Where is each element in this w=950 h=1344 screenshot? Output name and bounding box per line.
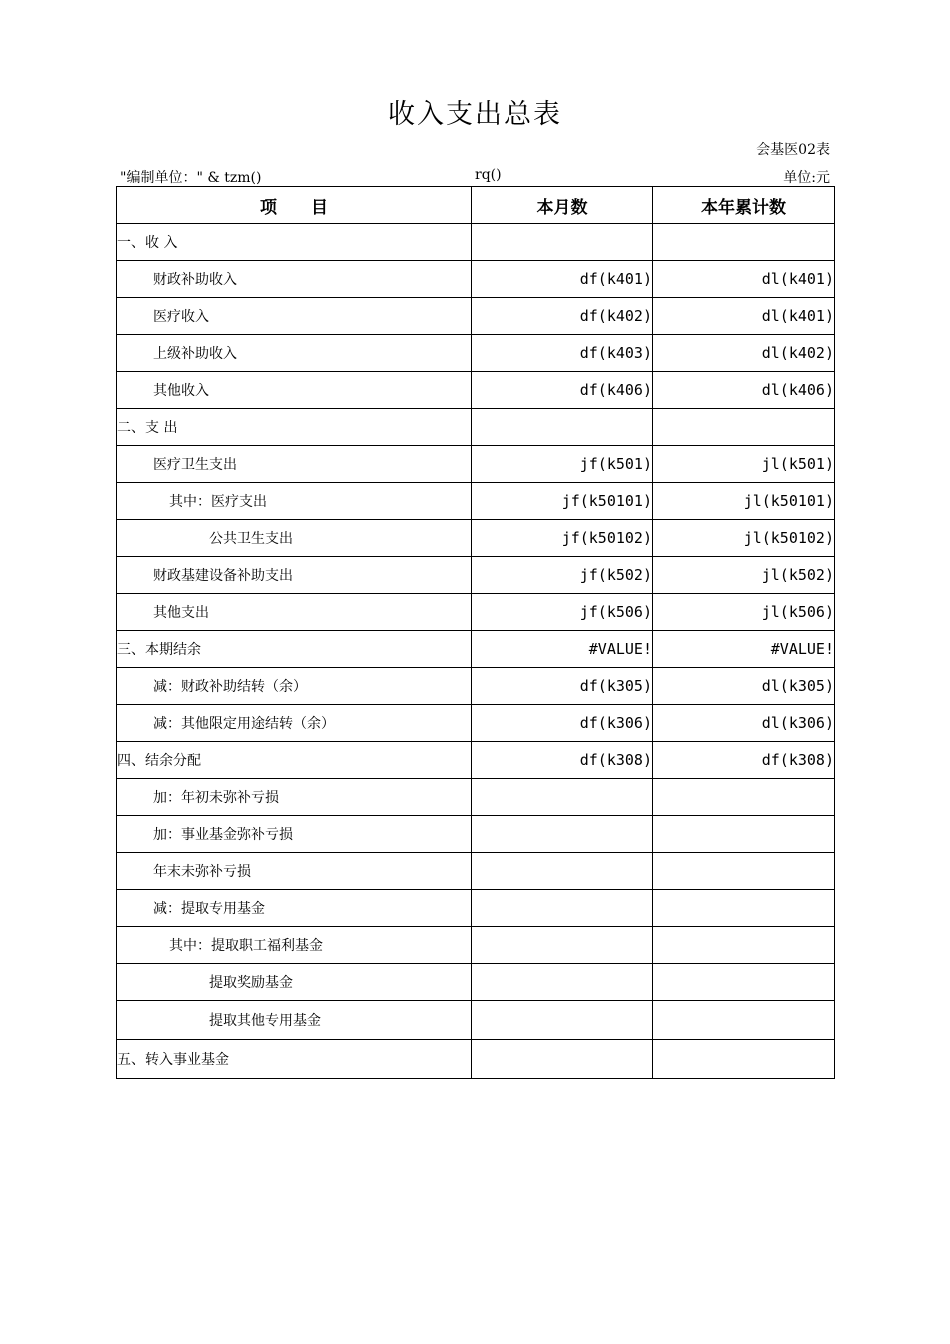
table-row (117, 335, 835, 372)
month-value[interactable]: df(k406) (472, 372, 653, 409)
row-label[interactable]: 上级补助收入 (117, 335, 472, 372)
year-value[interactable]: jl(k502) (653, 557, 835, 594)
table-row (117, 446, 835, 483)
month-value[interactable] (472, 853, 653, 890)
month-value[interactable] (472, 224, 653, 261)
month-value[interactable]: jf(k506) (472, 594, 653, 631)
year-value[interactable]: dl(k402) (653, 335, 835, 372)
year-value[interactable]: jl(k50101) (653, 483, 835, 520)
row-label[interactable]: 医疗卫生支出 (117, 446, 472, 483)
year-value[interactable]: jl(k501) (653, 446, 835, 483)
year-value[interactable] (653, 1001, 835, 1040)
year-value[interactable]: dl(k401) (653, 261, 835, 298)
table-row (117, 557, 835, 594)
month-value[interactable]: df(k308) (472, 742, 653, 779)
table-row (117, 816, 835, 853)
year-value[interactable] (653, 409, 835, 446)
row-label[interactable]: 加：事业基金弥补亏损 (117, 816, 472, 853)
year-value[interactable] (653, 964, 835, 1001)
date-formula: rq() (475, 167, 502, 183)
month-value[interactable]: df(k305) (472, 668, 653, 705)
row-label[interactable]: 提取奖励基金 (117, 964, 472, 1001)
year-value[interactable] (653, 853, 835, 890)
row-label[interactable]: 其他收入 (117, 372, 472, 409)
year-value[interactable] (653, 816, 835, 853)
month-value[interactable]: df(k401) (472, 261, 653, 298)
table-row (117, 631, 835, 668)
row-label[interactable]: 减：提取专用基金 (117, 890, 472, 927)
table-row (117, 372, 835, 409)
compiling-unit-formula: "编制单位：" & tzm() (120, 170, 262, 186)
month-value[interactable]: #VALUE! (472, 631, 653, 668)
month-value[interactable]: jf(k50102) (472, 520, 653, 557)
year-value[interactable] (653, 890, 835, 927)
table-row (117, 890, 835, 927)
row-label[interactable]: 其中：医疗支出 (117, 483, 472, 520)
month-value[interactable] (472, 964, 653, 1001)
table-row (117, 483, 835, 520)
table-row (117, 261, 835, 298)
year-value[interactable]: jl(k506) (653, 594, 835, 631)
month-value[interactable] (472, 779, 653, 816)
column-header-year-to-date: 本年累计数 (653, 187, 835, 224)
table-row (117, 853, 835, 890)
month-value[interactable] (472, 927, 653, 964)
table-row (117, 1040, 835, 1079)
table-row (117, 668, 835, 705)
row-label[interactable]: 医疗收入 (117, 298, 472, 335)
month-value[interactable]: df(k403) (472, 335, 653, 372)
month-value[interactable] (472, 409, 653, 446)
year-value[interactable]: dl(k306) (653, 705, 835, 742)
month-value[interactable] (472, 890, 653, 927)
year-value[interactable] (653, 1040, 835, 1079)
year-value[interactable]: dl(k406) (653, 372, 835, 409)
row-label[interactable]: 减：其他限定用途结转（余） (117, 705, 472, 742)
column-header-month: 本月数 (472, 187, 653, 224)
row-label[interactable]: 三、本期结余 (117, 631, 472, 668)
table-row (117, 409, 835, 446)
year-value[interactable] (653, 779, 835, 816)
row-label[interactable]: 五、转入事业基金 (117, 1040, 472, 1079)
year-value[interactable]: dl(k401) (653, 298, 835, 335)
row-label[interactable]: 公共卫生支出 (117, 520, 472, 557)
month-value[interactable] (472, 816, 653, 853)
table-row (117, 742, 835, 779)
row-label[interactable]: 四、结余分配 (117, 742, 472, 779)
month-value[interactable]: jf(k502) (472, 557, 653, 594)
income-expense-table (116, 186, 835, 1079)
year-value[interactable] (653, 927, 835, 964)
year-value[interactable]: jl(k50102) (653, 520, 835, 557)
form-code: 会基医02表 (756, 142, 830, 158)
currency-unit: 单位:元 (783, 170, 830, 186)
year-value[interactable]: df(k308) (653, 742, 835, 779)
table-row (117, 927, 835, 964)
table-row (117, 520, 835, 557)
table-row (117, 224, 835, 261)
table-row (117, 594, 835, 631)
month-value[interactable] (472, 1040, 653, 1079)
table-row (117, 1001, 835, 1040)
column-header-item: 项 目 (117, 187, 472, 224)
row-label[interactable]: 减：财政补助结转（余） (117, 668, 472, 705)
table-header-row (117, 187, 835, 224)
table-row (117, 779, 835, 816)
month-value[interactable] (472, 1001, 653, 1040)
row-label[interactable]: 提取其他专用基金 (117, 1001, 472, 1040)
table-row (117, 964, 835, 1001)
row-label[interactable]: 二、支 出 (117, 409, 472, 446)
year-value[interactable] (653, 224, 835, 261)
row-label[interactable]: 财政基建设备补助支出 (117, 557, 472, 594)
month-value[interactable]: jf(k501) (472, 446, 653, 483)
report-title: 收入支出总表 (388, 99, 562, 130)
month-value[interactable]: df(k402) (472, 298, 653, 335)
year-value[interactable]: dl(k305) (653, 668, 835, 705)
table-row (117, 298, 835, 335)
row-label[interactable]: 加：年初未弥补亏损 (117, 779, 472, 816)
row-label[interactable]: 一、收 入 (117, 224, 472, 261)
year-value[interactable]: #VALUE! (653, 631, 835, 668)
table-row (117, 705, 835, 742)
month-value[interactable]: jf(k50101) (472, 483, 653, 520)
month-value[interactable]: df(k306) (472, 705, 653, 742)
row-label[interactable]: 年末未弥补亏损 (117, 853, 472, 890)
row-label[interactable]: 其他支出 (117, 594, 472, 631)
row-label[interactable]: 财政补助收入 (117, 261, 472, 298)
row-label[interactable]: 其中：提取职工福利基金 (117, 927, 472, 964)
